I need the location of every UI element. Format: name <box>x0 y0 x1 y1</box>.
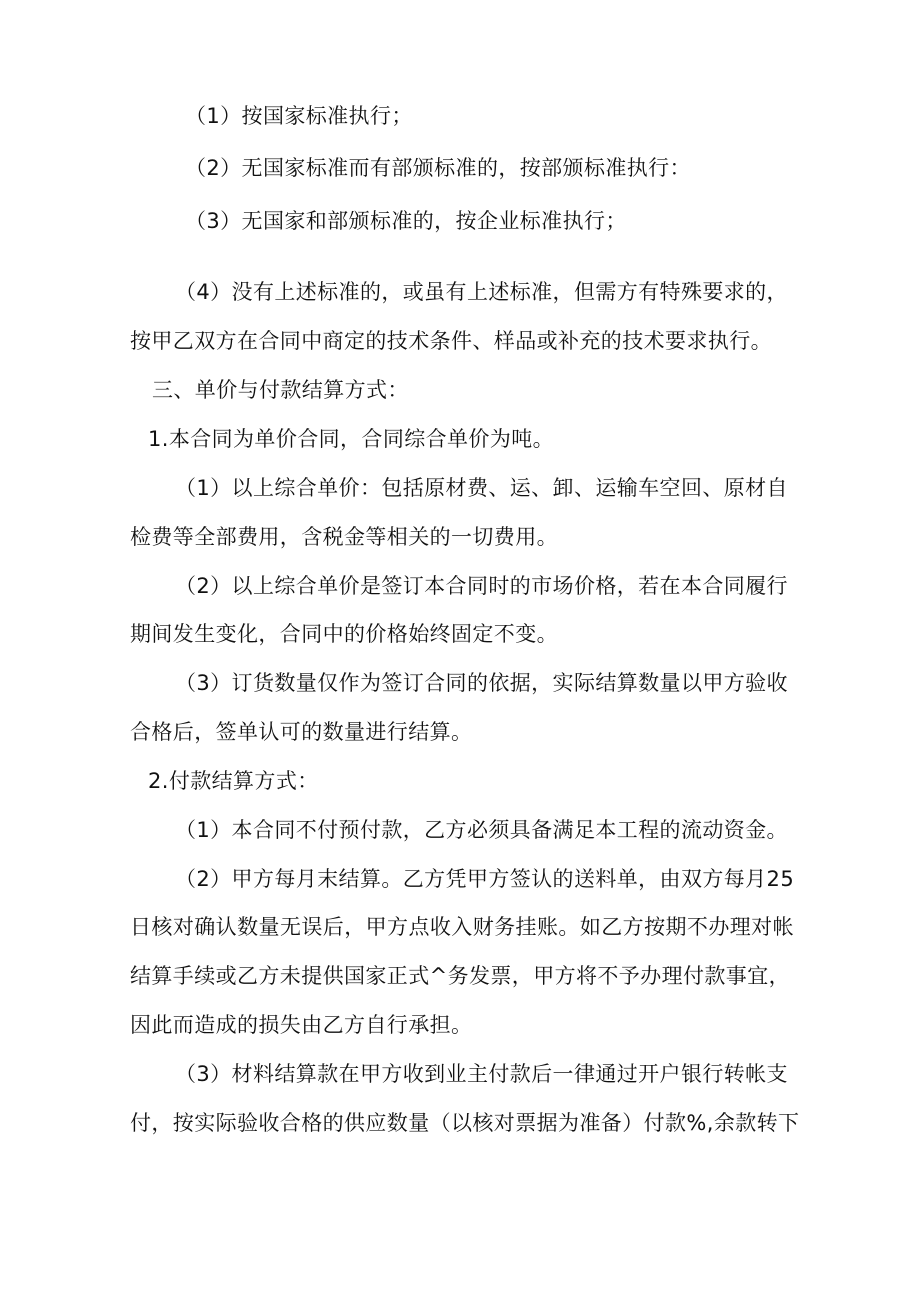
item-1-3: （3）订货数量仅作为签订合同的依据，实际结算数量以甲方验收 <box>175 671 788 695</box>
clause-standard-1: （1）按国家标准执行； <box>185 104 413 128</box>
clause-standard-2: （2）无国家标准而有部颁标准的，按部颁标准执行： <box>185 156 691 180</box>
section-heading-price-payment: 三、单价与付款结算方式： <box>152 378 409 402</box>
item-2-2-cont-3: 因此而造成的损失由乙方自行承担。 <box>130 1013 473 1037</box>
item-1-3-cont: 合格后，签单认可的数量进行结算。 <box>130 720 473 744</box>
clause-standard-3: （3）无国家和部颁标准的，按企业标准执行； <box>185 209 627 233</box>
item-2-2-cont-2: 结算手续或乙方未提供国家正式^务发票，甲方将不予办理付款事宜， <box>130 964 790 988</box>
item-2-2: （2）甲方每月末结算。乙方凭甲方签认的送料单，由双方每月25 <box>175 867 795 891</box>
item-1-unit-price-contract: 1.本合同为单价合同，合同综合单价为吨。 <box>148 427 555 451</box>
item-1-2-cont: 期间发生变化，合同中的价格始终固定不变。 <box>130 622 558 646</box>
item-2-3-cont: 付，按实际验收合格的供应数量（以核对票据为准备）付款%,余款转下 <box>130 1111 800 1135</box>
item-1-1: （1）以上综合单价：包括原材费、运、卸、运输车空回、原材自 <box>175 476 788 500</box>
item-1-2: （2）以上综合单价是签订本合同时的市场价格，若在本合同履行 <box>175 574 788 598</box>
item-2-payment-method: 2.付款结算方式： <box>148 769 319 793</box>
item-2-1: （1）本合同不付预付款，乙方必须具备满足本工程的流动资金。 <box>175 818 788 842</box>
clause-standard-4: （4）没有上述标准的，或虽有上述标准，但需方有特殊要求的， <box>175 280 788 304</box>
clause-standard-4-cont: 按甲乙双方在合同中商定的技术条件、样品或补充的技术要求执行。 <box>130 329 772 353</box>
item-2-2-cont-1: 日核对确认数量无误后，甲方点收入财务挂账。如乙方按期不办理对帐 <box>130 915 794 939</box>
item-2-3: （3）材料结算款在甲方收到业主付款后一律通过开户银行转帐支 <box>175 1062 788 1086</box>
item-1-1-cont: 检费等全部费用，含税金等相关的一切费用。 <box>130 525 558 549</box>
